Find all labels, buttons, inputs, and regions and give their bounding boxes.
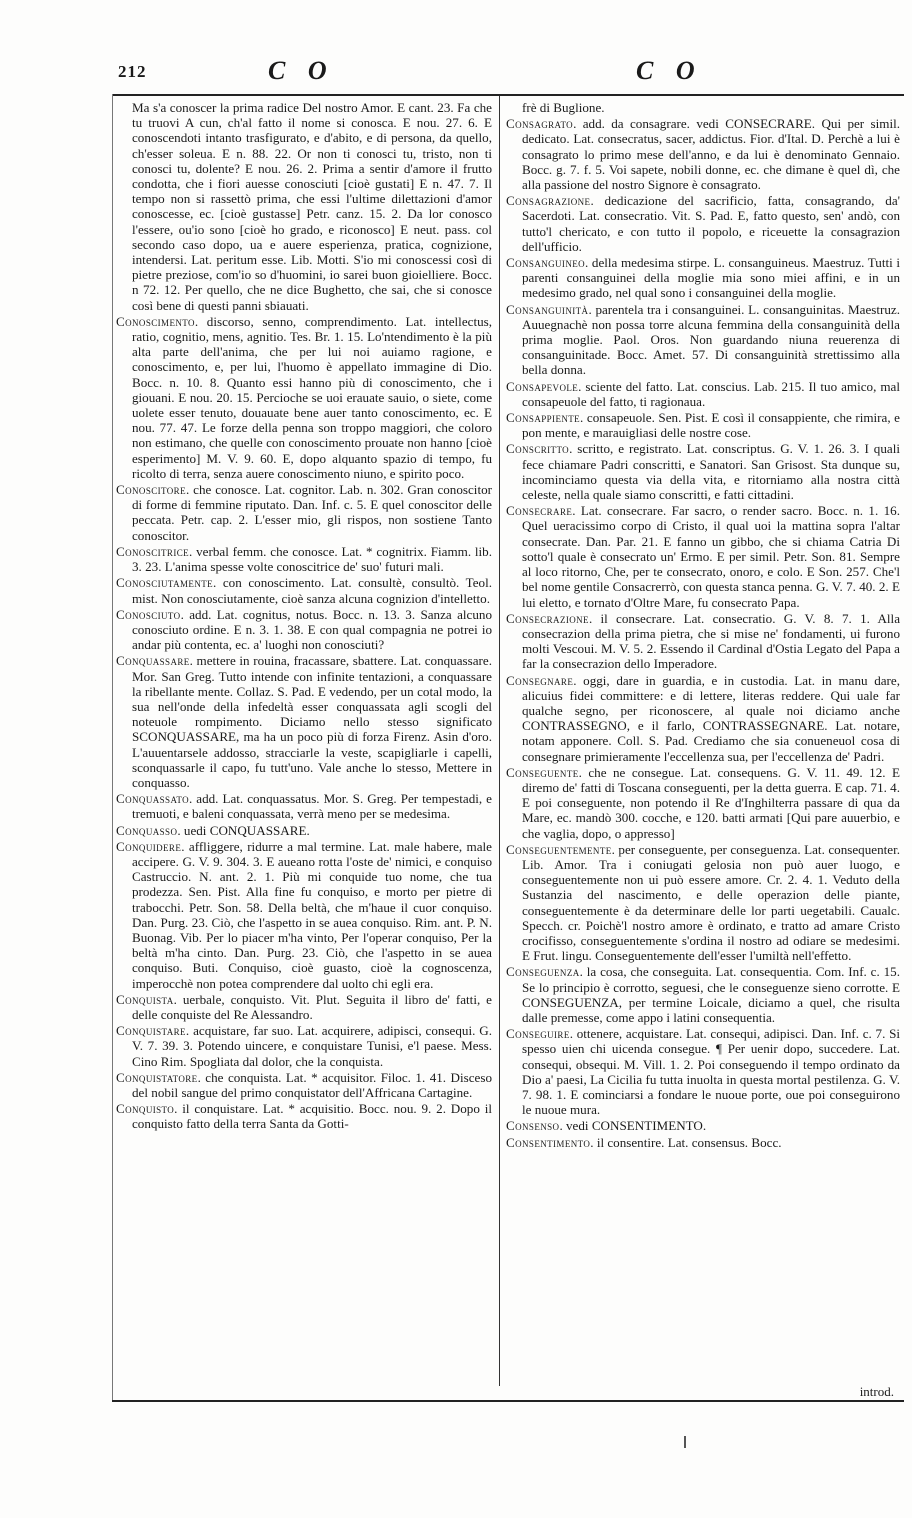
entry-text: . ottenere, acquistare. Lat. consequi, adipisci. Dan. Inf. c. 7. Si spesso uien chi uicenda consegue. ¶ Per uenir dopo, succedere. Lat. consequi, obsequi. M. Vill. 1. 2. Poi conseguendo il tempo ordinato da Dio a' paesi, La Cicilia fu tutta inuolta in questa mortal pestilenza. G. V. 7. 98. 1. E cominciarsi a fondare le nuoue porte, oue poi conseguirono le nuoue mura. — [522, 1026, 900, 1118]
entry-headword: Conseguenza — [506, 964, 580, 980]
entry-headword: Consanguinità — [506, 301, 589, 317]
entry-headword: Conseguentemente — [506, 841, 612, 857]
entry-text: . mettere in rouina, fracassare, sbattere. Lat. conquassare. Mor. San Greg. Tutto intende con infinite tentazioni, a conquassare la ribellante mente. Collaz. S. Pad. E vedendo, per un cotal modo, la sua nell'onde della infedeltà esser conquassata agli scogli del noteuole rompimento. Diciamo nello stesso significato SCONQUASSARE, ma ha un poco più di forza Firenz. Asin d'oro. L'auuentarsele addosso, stracciarle la veste, scapigliarle i capelli, sconquassarle il capo, fu tutt'uno. Vale anche lo stesso, Mettere in conquasso. — [132, 653, 492, 790]
entry-text: . acquistare, far suo. Lat. acquirere, adipisci, consequi. G. V. 7. 39. 3. Potendo uincere, e conquistare Tunisi, e'l paese. Mess. Cino Rim. Spogliata dal dolor, che la conquista. — [132, 1023, 492, 1069]
dictionary-entry — [506, 379, 900, 409]
entry-text: . uerbale, conquisto. Vit. Plut. Seguita il libro de' fatti, e delle conquiste del Re Alessandro. — [132, 991, 492, 1022]
entry-headword: Conoscitore — [116, 482, 186, 498]
entry-headword: Consecrare — [506, 503, 573, 519]
dictionary-entry — [506, 1026, 900, 1117]
dictionary-entry — [506, 842, 900, 964]
dictionary-entry — [506, 302, 900, 378]
entry-headword: Consentimento — [506, 1134, 591, 1150]
dictionary-entry — [506, 410, 900, 440]
entry-headword: Conoscitrice — [116, 543, 190, 559]
entry-text: . il consentire. Lat. consensus. Bocc. — [590, 1134, 782, 1150]
running-head-left: C O — [268, 56, 335, 85]
entry-text: . affliggere, ridurre a mal termine. Lat. male habere, male accipere. G. V. 9. 304. 3. E aueano rotta l'oste de' nimici, e conquiso Castruccio. N. ant. 2. 1. Più mi conquide tuo nome, che tua prodezza. Sen. Pist. Alla fine fu conquiso, e morto per pietre di trabocchi. Petr. Son. 58. Della beltà, che m'haue il cuor conquiso. Dan. Purg. 23. Ciò, che l'aspetto in se auea conquiso. Rim. ant. P. N. Buonag. Vib. Per lo piacer m'ha vinto, Per l'operar conquiso, Per la beltà m'ha cinto. Dan. Purg. 23. Ciò, che l'aspetto in se auea conquiso. Buti. Conquiso, cioè guasto, cioè la cognoscenza, imperocchè non potea comprendere dal uolto chi egli era. — [132, 838, 492, 991]
entry-text: . che conquista. Lat. * acquisitor. Filoc. 1. 41. Disceso del nobil sangue del primo conquistator dell'Affricana Cartagine. — [132, 1069, 492, 1100]
dictionary-entry — [116, 100, 492, 313]
entry-text: . add. Lat. cognitus, notus. Bocc. n. 13. 3. Sanza alcuno conosciuto ordine. E n. 3. 1. 38. E con qual compagnia ne potrei io andar più contenta, ec. a' luoghi non conosciuti? — [132, 606, 492, 653]
dictionary-entry — [506, 964, 900, 1025]
entry-text: . discorso, senno, comprendimento. Lat. intellectus, ratio, cognitio, mens, agnitio. Tes. Br. 1. 15. Lo'ntendimento è la più alta parte dell'anima, che per lui noi auiamo ragione, e conoscimento, e, per lui, l'huomo è appellato immagine di Dio. Bocc. n. 10. 8. Quanto essi hanno più di conoscimento, che i giouani. E nou. 20. 15. Percioche se uoi erauate sauio, o siete, come uolete esser tenuto, douauate bene auer tanto conoscimento, ec. E nou. 77. 47. Le forze della penna son troppo maggiori, che coloro non estimano, che quelle con conoscimento prouate non hanno [cioè esperimento] M. V. 9. 60. E, dopo alquanto spazio di tempo, fu ricolto di terra, senza auere conoscimento niuno, e spirito poco. — [132, 313, 492, 481]
dictionary-entry — [506, 765, 900, 841]
entry-headword: Consagrazione — [506, 193, 591, 209]
dictionary-entry — [116, 791, 492, 821]
dictionary-entry — [506, 1135, 900, 1150]
entry-text: . con conoscimento. Lat. consultè, consultò. Teol. mist. Non conosciutamente, cioè sanza alcuna cognizion d'intelletto. — [132, 575, 492, 606]
entry-headword: Consanguineo — [506, 255, 586, 271]
dictionary-entry — [116, 1023, 492, 1069]
margin-mark — [684, 1436, 686, 1448]
dictionary-entry — [506, 1118, 900, 1133]
entry-headword: Conquistare — [116, 1023, 186, 1039]
entry-headword: Conquassare — [116, 653, 190, 669]
entry-text: . uedi CONQUASSARE. — [177, 822, 310, 838]
entry-text: frè di Buglione. — [522, 100, 605, 115]
entry-text: Ma s'a conoscer la prima radice Del nostro Amor. E cant. 23. Fa che tu truovi A cun, ch'al fatto il nome si conosca. E nou. 27. 6. E conoscendoti intanto trasfigurato, e d'abito, e di persona, da quello, ch'esser soleua. E n. 88. 22. Or non ti conosci tu, tristo, non ti conosci tu, dolente? E nou. 26. 2. Prima a sentir d'amore il frutto condotta, che i fiori auesse conosciuti [cioè gustati] E n. 47. 7. Il tempo non si rassettò prima, che essi l'ultime dilettazioni d'amor conoscesse, ec. [cioè gustasse] Petr. canz. 15. 2. Da lor conosco l'essere, ou'io sono [cioè ho grado, e riconosco] E neut. pass. col secondo caso dopo, ua e auere esperienza, pratica, cognizione, intendersi. Lat. peritum esse. Lib. Motti. S'io mi conoscessi così di pietre preziose, com'io so d'huomini, io sarei buon gioielliere. Bocc. n 72. 12. Per quello, che ne dice Bughetto, che sai, che si conosce così bene di questi panni sbiauati. — [132, 100, 492, 313]
entry-headword: Consapevole — [506, 378, 579, 394]
entry-headword: Conseguire — [506, 1026, 570, 1042]
entry-headword: Conquidere — [116, 838, 182, 854]
dictionary-entry — [506, 100, 900, 115]
entry-headword: Consappiente — [506, 410, 581, 426]
entry-headword: Conquasso — [116, 822, 178, 838]
left-border-rule — [112, 94, 113, 1402]
entry-text: . della medesima stirpe. L. consanguineus. Maestruz. Tutti i parenti consanguinei della moglie mia sono miei affini, e in un medesimo grado, nel qual sono i consanguinei della moglie. — [522, 255, 900, 301]
entry-text: . consapeuole. Sen. Pist. E così il consappiente, che rimira, e pon mente, e marauigliasi delle nostre cose. — [522, 410, 900, 441]
bottom-rule — [112, 1400, 904, 1402]
dictionary-entry — [116, 1101, 492, 1131]
entry-text: . la cosa, che conseguita. Lat. consequentia. Com. Inf. c. 15. Se lo principio è corrotto, seguesi, che le conseguenze sieno corrotte. E CONSEGUENZA, per termine Loicale, diciamo a quel, che risulta dalle premesse, come appo i latini consequentia. — [522, 964, 900, 1025]
running-head-right: C O — [636, 56, 703, 85]
column-divider — [499, 96, 500, 1386]
entry-text: . per conseguente, per conseguenza. Lat. consequenter. Lib. Amor. Tra i coniugati gelosia non può auer luogo, e conseguentemente non ui può essere amore. Cr. 2. 4. 1. Veduto della Sustanzia del nascimento, e delle operazion delle piante, conseguentemente è da determinare delle lor parti uegetabili. Caualc. Specch. cr. Poichè'l nostro amore è ordinato, e tratto ad amare Cristo crocifisso, conseguentemente s'ordina il nostro ad odiare se medesimi. E Frut. lingu. Conseguentemente dell'esser l'umiltà nell'effetto. — [522, 841, 900, 964]
entry-headword: Conquassato — [116, 791, 189, 807]
entry-headword: Conseguente — [506, 764, 579, 780]
entry-text: . Lat. consecrare. Far sacro, o render sacro. Bocc. n. 1. 16. Quel ueracissimo corpo di Cristo, il qual uoi la mattina sopra l'altar consecrate. Dan. Par. 21. E fanno un gibbo, che si chiama Catria Di sotto'l quale è consecrato un' Ermo. E per simil. Petr. Son. 81. Sempre al loco ritorno, Che, per te consecrato, onoro, e colo. E Son. 257. Che'l bel nome gentile Consacrerrò, con questa stanca penna. G. V. 7. 40. 2. E lui eletto, e tornato d'Oltre Mare, fu consecrato Papa. — [522, 503, 900, 610]
top-rule — [112, 94, 904, 96]
right-column — [506, 100, 900, 1151]
entry-text: . parentela tra i consanguinei. L. consanguinitas. Maestruz. Auuegnachè non possa torre alcuna femmina della consanguinità della prima moglie. Paol. Oros. Non guardando niuna reuerenza di consanguinitade. Bocc. Amet. 57. Di consanguinità strettissimo alla bella donna. — [522, 301, 900, 378]
dictionary-entry — [116, 607, 492, 653]
entry-text: . sciente del fatto. Lat. conscius. Lab. 215. Il tuo amico, mal consapeuole del fatto, ti ragionaua. — [522, 378, 900, 409]
entry-headword: Conquista — [116, 991, 174, 1007]
entry-headword: Conquistatore — [116, 1069, 198, 1085]
dictionary-entry — [116, 839, 492, 991]
dictionary-entry — [506, 116, 900, 192]
dictionary-entry — [506, 441, 900, 502]
entry-headword: Consenso — [506, 1118, 560, 1134]
dictionary-entry — [506, 673, 900, 764]
dictionary-entry — [506, 611, 900, 672]
entry-headword: Consegnare — [506, 672, 574, 688]
entry-headword: Conquisto — [116, 1101, 175, 1117]
entry-text: . oggi, dare in guardia, e in custodia. Lat. in manu dare, alicuius fidei committere: e di lettere, literas reddere. Qui uale far qualche segno, per riconoscere, al quale noi diciamo anche CONTRASSEGNO, e il farlo, CONTRASSEGNARE. Lat. notare, notam apponere. Coll. S. Pad. Crediamo che sia conueneuol cosa di consegnare primieramente l'eccellenza sua, per l'eccellenza de' Padri. — [522, 672, 900, 764]
dictionary-entry — [116, 314, 492, 481]
page-number: 212 — [118, 62, 147, 81]
entry-text: . add. da consagrare. vedi CONSECRARE. Qui per simil. dedicato. Lat. consecratus, sacer, addictus. Fior. d'Ital. D. Perchè a lui è consagrato lo primo mese dell'anno, e da lui è denominato Gennaio. Bocc. g. 7. f. 5. Voi sapete, nobili donne, ec. che dimane è quel dì, che alla passione del nostro Signore è consagrato. — [522, 116, 900, 193]
dictionary-entry — [116, 823, 492, 838]
dictionary-entry — [506, 503, 900, 609]
entry-headword: Conoscimento — [116, 313, 195, 329]
entry-headword: Conscritto — [506, 441, 570, 457]
entry-headword: Conosciuto — [116, 606, 181, 622]
left-column — [116, 100, 492, 1133]
dictionary-entry — [506, 255, 900, 301]
entry-text: . scritto, e registrato. Lat. conscriptus. G. V. 1. 26. 3. I quali fece chiamare Padri conscritti, e Sanatori. San Grisost. Sta dunque su, incominciamo questa via della vita, e ritorniamo alla nostra città celeste, nella quale siamo conscritti, e fatti cittadini. — [522, 441, 900, 503]
entry-text: . il conquistare. Lat. * acquisitio. Bocc. nou. 9. 2. Dopo il conquisto fatto della terra Santa da Gotti- — [132, 1101, 492, 1132]
dictionary-entry — [116, 544, 492, 574]
dictionary-entry — [116, 575, 492, 605]
entry-headword: Consagrato — [506, 116, 574, 132]
entry-text: . vedi CONSENTIMENTO. — [559, 1118, 707, 1134]
dictionary-entry — [116, 482, 492, 543]
catchword: introd. — [859, 1384, 894, 1399]
entry-text: . dedicazione del sacrificio, fatta, consagrando, da' Sacerdoti. Lat. consecratio. Vit. S. Pad. E, fatto questo, sen' andò, con tutto'l chericato, e con tutto il popolo, e riceuette la consagrazion dell'ufficio. — [522, 193, 900, 254]
dictionary-entry — [116, 992, 492, 1022]
entry-headword: Conosciutamente — [116, 575, 214, 591]
entry-headword: Consecrazione — [506, 610, 589, 626]
entry-text: . il consecrare. Lat. consecratio. G. V. 8. 7. 1. Alla consecrazion della prima pietra, che si mise ne' fondamenti, ui furono molti Vescoui. M. V. 5. 2. Essendo il Cardinal d'Ostia Legato del Papa a far la consecrazion dello Imperadore. — [522, 610, 900, 672]
dictionary-entry — [506, 193, 900, 254]
entry-text: . che conosce. Lat. cognitor. Lab. n. 302. Gran conoscitor di forme di femmine riputato. Dan. Inf. c. 5. E quel conoscitor delle peccata. Petr. cap. 2. L'esser mio, gli rispos, non sostiene Tanto conoscitor. — [132, 482, 492, 543]
entry-text: . add. Lat. conquassatus. Mor. S. Greg. Per tempestadi, e tremuoti, e baleni conquassata, verrà meno per se medesima. — [132, 791, 492, 822]
dictionary-entry — [116, 653, 492, 790]
entry-text: . verbal femm. che conosce. Lat. * cognitrix. Fiamm. lib. 3. 23. L'anima spesse volte conoscitrice de' suo' futuri mali. — [132, 543, 492, 575]
dictionary-entry — [116, 1070, 492, 1100]
entry-text: . che ne consegue. Lat. consequens. G. V. 11. 49. 12. E diremo de' fatti di Toscana conseguenti, per la detta guerra. E cap. 71. 4. E poi conseguente, non potendo il Re d'Inghilterra passare di qua da Mare, ec. mandò 300. cocche, e 120. batti armati [Qui pare auuerbio, e che vaglia, dopo, o appresso] — [522, 764, 900, 841]
